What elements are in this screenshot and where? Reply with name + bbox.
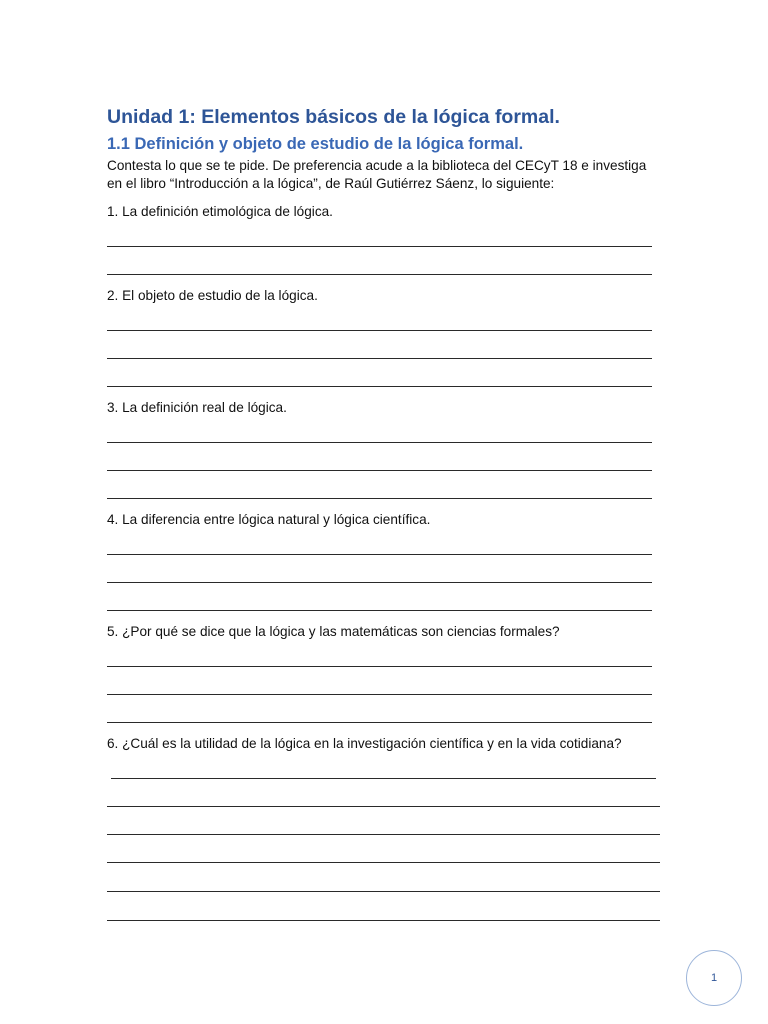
answer-line-q6-4[interactable] [107,862,660,863]
question-2: 2. El objeto de estudio de la lógica. [107,288,318,303]
answer-line-q6-3[interactable] [107,834,660,835]
answer-line-q6-1[interactable] [111,778,656,779]
answer-line-q2-3[interactable] [107,386,652,387]
unit-title: Unidad 1: Elementos básicos de la lógica formal. [107,106,560,128]
answer-line-q2-2[interactable] [107,358,652,359]
answer-line-q6-2[interactable] [107,806,660,807]
answer-line-q5-2[interactable] [107,694,652,695]
question-4: 4. La diferencia entre lógica natural y lógica científica. [107,512,431,527]
question-6: 6. ¿Cuál es la utilidad de la lógica en la investigación científica y en la vida cotidiana? [107,736,622,751]
question-3: 3. La definición real de lógica. [107,400,287,415]
answer-line-q6-5[interactable] [107,891,660,892]
answer-line-q1-2[interactable] [107,274,652,275]
answer-line-q2-1[interactable] [107,330,652,331]
instructions-paragraph [107,157,667,193]
answer-line-q3-3[interactable] [107,498,652,499]
section-title: 1.1 Definición y objeto de estudio de la lógica formal. [107,135,524,153]
instructions-line-1: Contesta lo que se te pide. De preferencia acude a la biblioteca del CECyT 18 e investiga [107,158,647,173]
page-number-badge [686,950,742,1006]
answer-line-q3-2[interactable] [107,470,652,471]
answer-line-q6-6[interactable] [107,920,660,921]
answer-line-q4-1[interactable] [107,554,652,555]
answer-line-q4-3[interactable] [107,610,652,611]
answer-line-q3-1[interactable] [107,442,652,443]
answer-line-q5-1[interactable] [107,666,652,667]
page-number: 1 [710,972,718,984]
question-5: 5. ¿Por qué se dice que la lógica y las matemáticas son ciencias formales? [107,624,560,639]
answer-line-q1-1[interactable] [107,246,652,247]
instructions-line-2: en el libro “Introducción a la lógica”, de Raúl Gutiérrez Sáenz, lo siguiente: [107,176,555,191]
question-1: 1. La definición etimológica de lógica. [107,204,333,219]
answer-line-q5-3[interactable] [107,722,652,723]
answer-line-q4-2[interactable] [107,582,652,583]
